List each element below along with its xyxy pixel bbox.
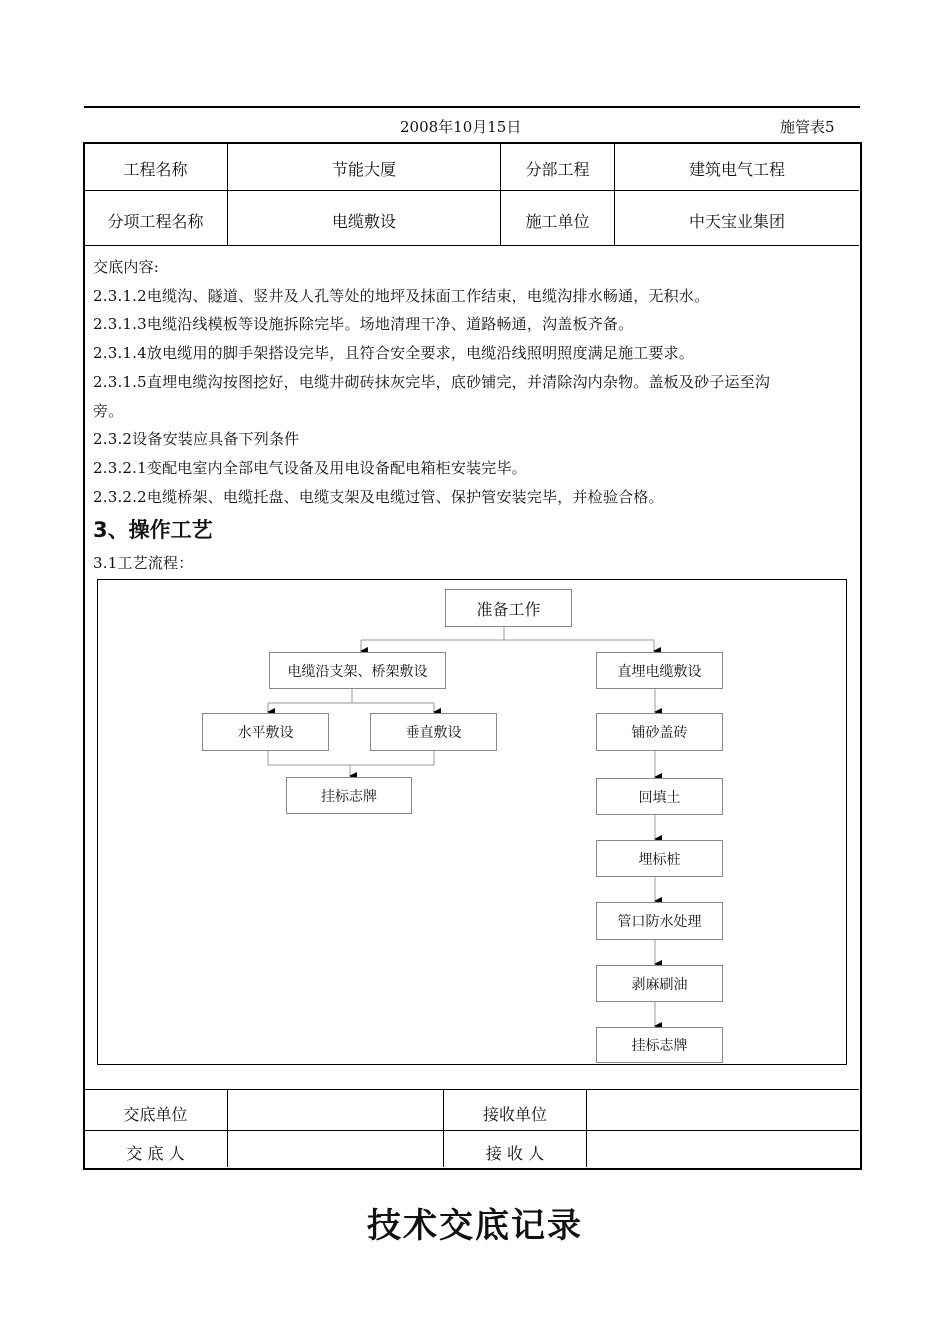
row-divider [84,1130,859,1131]
date: 2008年10月15日 [400,118,522,136]
flow-start: 准备工作 [445,589,572,627]
flow-right-step: 挂标志牌 [596,1027,723,1063]
content-line: 2.3.2.2电缆桥架、电缆托盘、电缆支架及电缆过管、保护管安装完毕，并检验合格。 [93,488,664,506]
flow-left-branch: 电缆沿支架、桥架敷设 [269,652,446,689]
content-line: 2.3.1.4放电缆用的脚手架搭设完毕，且符合安全要求，电缆沿线照明照度满足施工要求。 [93,344,695,362]
document-title: 技术交底记录 [367,1206,583,1246]
flow-right-step: 回填土 [596,778,723,815]
flow-right-step: 埋标桩 [596,840,723,877]
row-divider [84,1089,859,1090]
form-number: 施管表5 [780,118,835,136]
flow-right-step: 直埋电缆敷设 [596,652,723,689]
content-line: 旁。 [93,402,124,420]
col-divider [586,1089,587,1167]
handover-unit-label: 交底单位 [123,1105,188,1124]
receiver-person-label: 接 收 人 [485,1144,545,1163]
content-line: 2.3.1.5直埋电缆沟按图挖好，电缆井砌砖抹灰完毕，底砂铺完，并清除沟内杂物。盖板及砂子运至沟 [93,373,771,391]
receiver-unit-label: 接收单位 [482,1105,547,1124]
flow-right-step: 剥麻刷油 [596,965,723,1002]
contractor-value: 中天宝业集团 [688,212,785,231]
handover-person-label: 交 底 人 [126,1144,185,1163]
flow-right-step: 铺砂盖砖 [596,713,723,751]
content-line: 2.3.2设备安装应具备下列条件 [93,430,300,448]
division-label: 分部工程 [525,160,590,179]
content-label: 交底内容: [93,258,160,276]
project-name-value: 节能大厦 [331,160,396,179]
process-label: 3.1工艺流程： [93,554,194,572]
content-line: 2.3.1.2电缆沟、隧道、竖井及人孔等处的地坪及抹面工作结束，电缆沟排水畅通，无积水。 [93,287,710,305]
project-name-label: 工程名称 [123,160,188,179]
section-title: 3、操作工艺 [93,518,213,542]
contractor-label: 施工单位 [525,212,590,231]
content-line: 2.3.2.1变配电室内全部电气设备及用电设备配电箱柜安装完毕。 [93,459,527,477]
col-divider [227,1089,228,1167]
flow-right-step: 管口防水处理 [596,902,723,940]
division-value: 建筑电气工程 [688,160,785,179]
content-line: 2.3.1.3电缆沿线模板等设施拆除完毕。场地清理干净、道路畅通，沟盖板齐备。 [93,315,634,333]
flow-left-sub: 水平敷设 [202,713,329,751]
subitem-value: 电缆敷设 [331,212,396,231]
subitem-label: 分项工程名称 [107,212,204,231]
flow-left-sub: 垂直敷设 [370,713,497,751]
flow-left-end: 挂标志牌 [286,777,412,814]
